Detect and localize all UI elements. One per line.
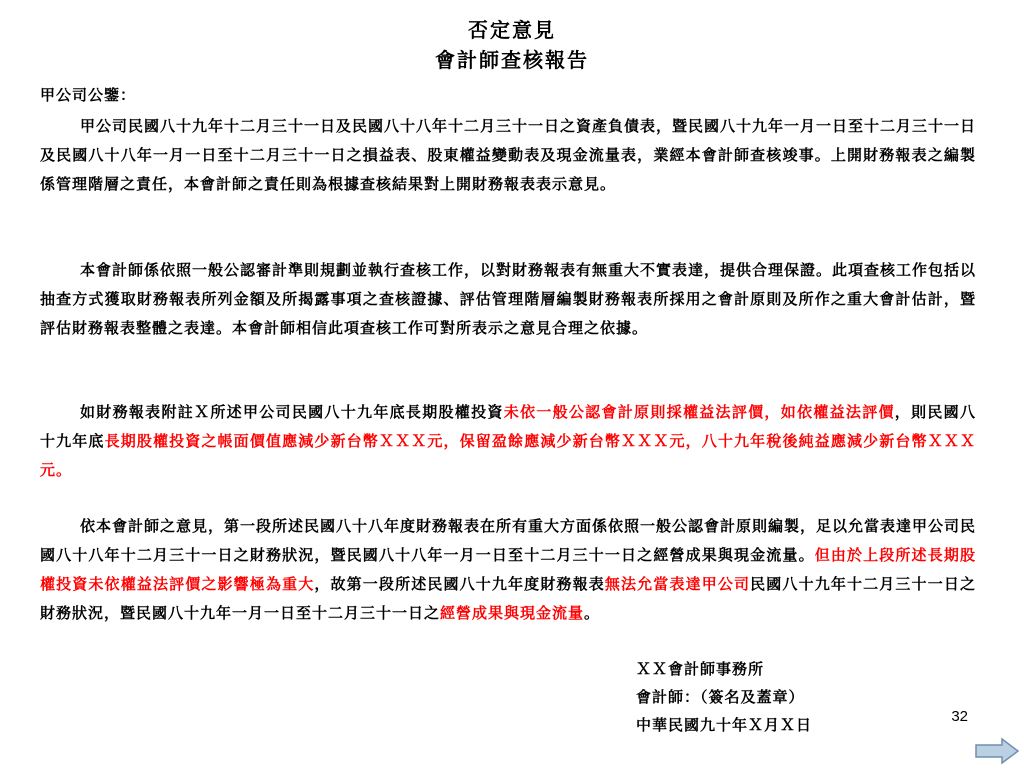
paragraph-audit-basis: 本會計師係依照一般公認審計準則規劃並執行查核工作，以對財務報表有無重大不實表達，提供合理保證。此項查核工作包括以抽查方式獲取財務報表所列金額及所揭露事項之查核證據、評估管理階層編製財務報表所採用之會計原則及所作之重大會計估計，暨評估財務報表整體之表達。本會計師相信此項查核工作可對所表示之意見合理之依據。: [40, 261, 977, 337]
report-title: 會計師查核報告: [435, 48, 589, 72]
highlight-text-segment: 但由於上段所述長期股權投資未依權益法評價之影響極為重大: [40, 546, 976, 593]
paragraph-scope-intro: 甲公司民國八十九年十二月三十一日及民國八十八年十二月三十一日之資產負債表，暨民國八十九年一月一日至十二月三十一日及民國八十八年一月一日至十二月三十一日之損益表、股東權益變動表及現金流量表，業經本會計師查核竣事。上開財務報表之編製係管理階層之責任，本會計師之責任則為根據查核結果對上開財務報表表示意見。: [40, 117, 977, 193]
report-type-title: 否定意見: [468, 18, 556, 42]
paragraph-qualification-basis: [40, 398, 976, 485]
highlight-text-segment: 經營成果與現金流量: [440, 604, 585, 622]
right-arrow-icon: [974, 737, 1020, 765]
text-segment: 如財務報表附註Ｘ所述甲公司民國八十九年底長期股權投資: [80, 403, 504, 421]
highlight-text-segment: 無法允當表達甲公司: [604, 575, 751, 593]
salutation: 甲公司公鑒：: [40, 86, 137, 104]
text-segment: 。: [584, 604, 601, 622]
text-segment: ，則民國八十九年底: [40, 403, 976, 450]
highlight-text-segment: 未依一般公認會計原則採權益法評價，如依權益法評價: [503, 403, 895, 421]
signature-date: 中華民國九十年Ｘ月Ｘ日: [636, 716, 813, 734]
paragraph-opinion: [40, 512, 976, 628]
highlight-text-segment: 長期股權投資之帳面價值應減少新台幣ＸＸＸ元，保留盈餘應減少新台幣ＸＸＸ元，八十九年稅後純益應減少新台幣ＸＸＸ元。: [40, 432, 976, 479]
next-slide-button[interactable]: [974, 737, 1020, 765]
page-number: 32: [951, 708, 968, 725]
text-segment: 民國八十九年十二月三十一日之財務狀況，暨民國八十九年一月一日至十二月三十一日之: [40, 575, 976, 622]
signature-firm: ＸＸ會計師事務所: [636, 660, 765, 678]
text-segment: 依本會計師之意見，第一段所述民國八十八年度財務報表在所有重大方面係依照一般公認會計原則編製，足以允當表達甲公司民國八十八年十二月三十一日之財務狀況，暨民國八十八年一月一日至十二月三十一日之經營成果與現金流量。: [40, 517, 977, 564]
text-segment: ，故第一段所述民國八十九年度財務報表: [314, 575, 605, 593]
signature-accountant: 會計師：（簽名及蓋章）: [636, 688, 805, 706]
